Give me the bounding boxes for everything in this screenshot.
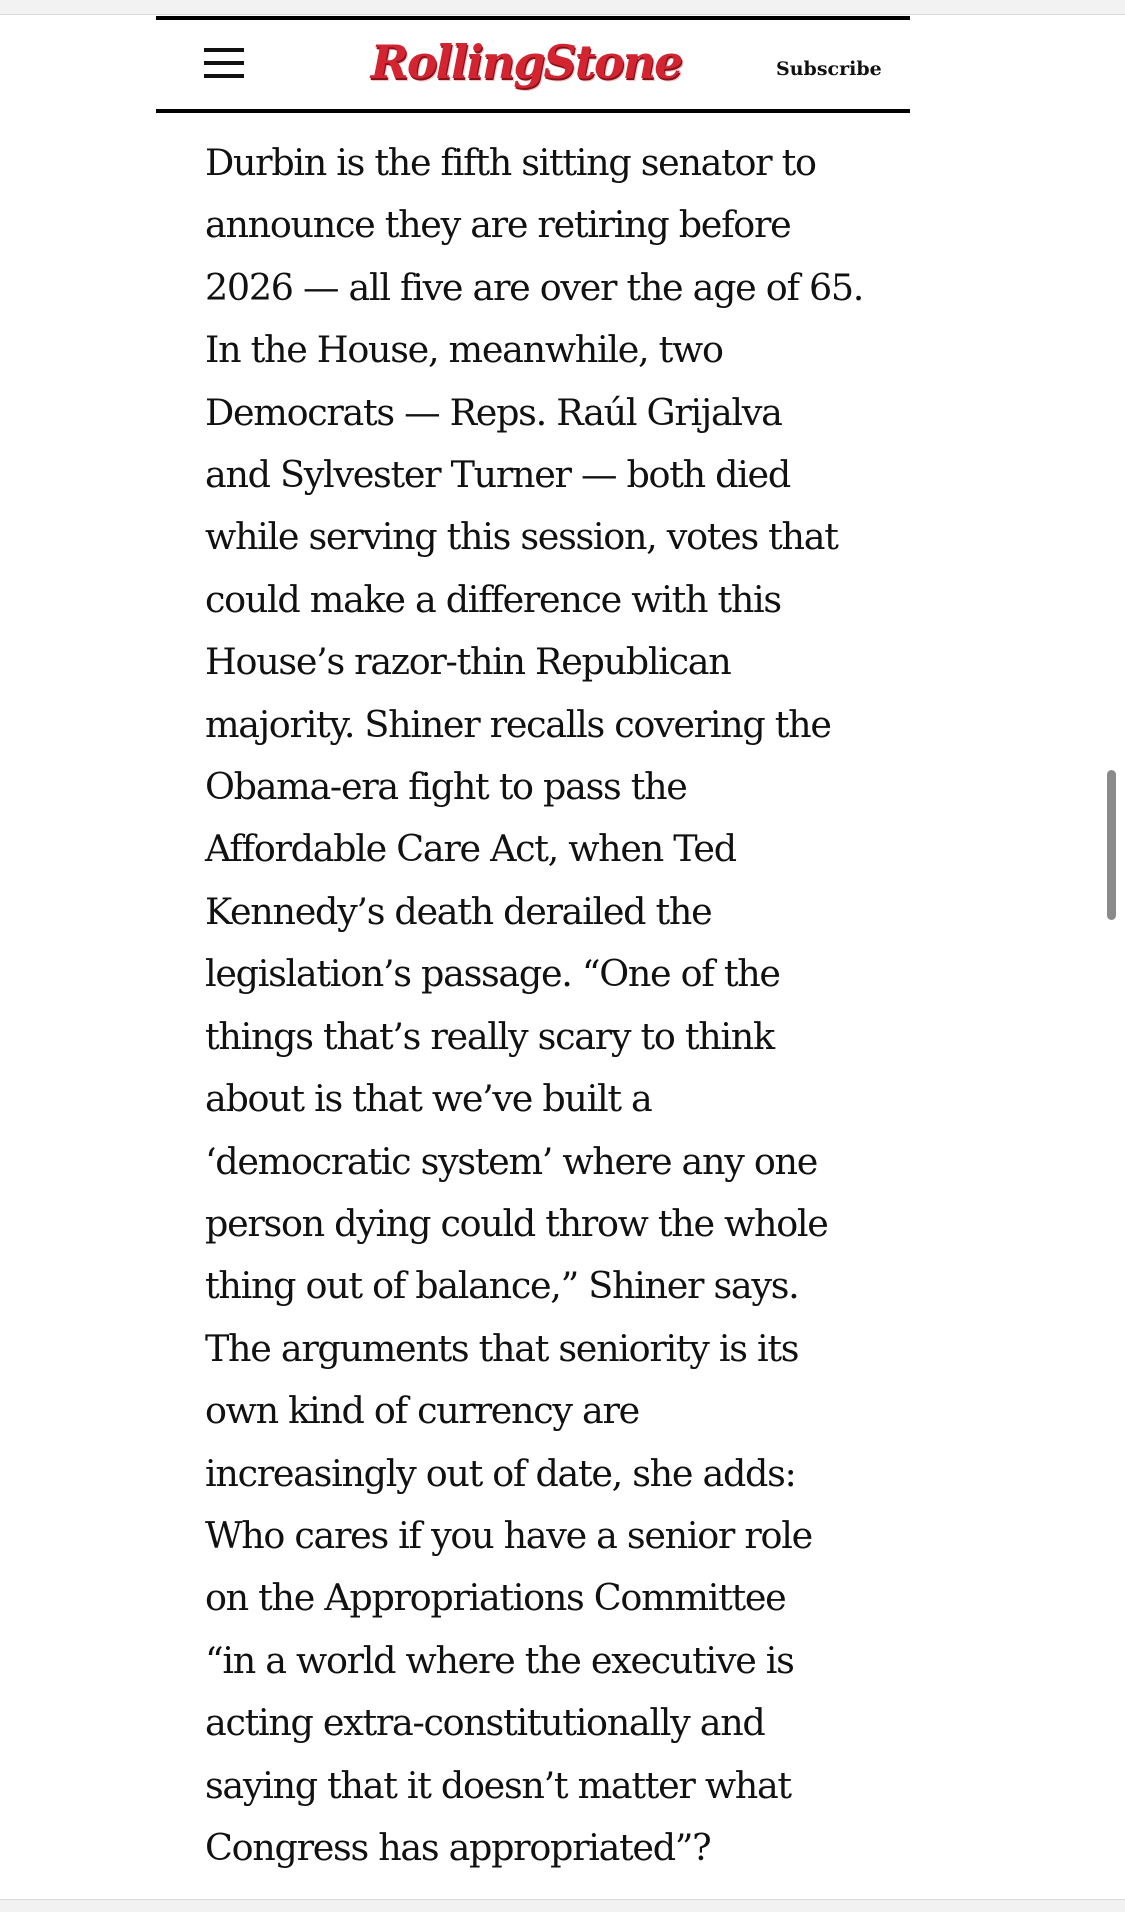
article-line: could make a difference with this xyxy=(205,577,781,621)
article-line: The arguments that seniority is its xyxy=(205,1326,799,1370)
article-paragraph xyxy=(205,132,905,1879)
article-line: on the Appropriations Committee xyxy=(205,1576,786,1620)
subscribe-link[interactable]: Subscribe xyxy=(776,58,882,80)
article-line: 2026 — all five are over the age of 65. xyxy=(205,265,864,309)
article-line: and Sylvester Turner — both died xyxy=(205,453,790,497)
article-line: majority. Shiner recalls covering the xyxy=(205,702,831,746)
browser-top-bar xyxy=(0,0,1125,15)
article-line: person dying could throw the whole xyxy=(205,1201,828,1245)
article-line: Who cares if you have a senior role xyxy=(205,1513,812,1557)
article-line: about is that we’ve built a xyxy=(205,1077,652,1121)
hamburger-menu-icon xyxy=(204,48,244,52)
article-line: Obama-era fight to pass the xyxy=(205,765,687,809)
hamburger-menu-icon-bar xyxy=(204,61,244,65)
article-line: thing out of balance,” Shiner says. xyxy=(205,1264,799,1308)
rolling-stone-logo[interactable]: RollingStone xyxy=(370,35,682,89)
article-line: legislation’s passage. “One of the xyxy=(205,952,780,996)
site-header xyxy=(156,16,910,113)
article-line: saying that it doesn’t matter what xyxy=(205,1763,791,1807)
article-line: House’s razor-thin Republican xyxy=(205,640,731,684)
article-line: while serving this session, votes that xyxy=(205,515,838,559)
hamburger-menu-icon-bar xyxy=(204,74,244,78)
hamburger-menu-button[interactable] xyxy=(204,48,246,80)
article-line: acting extra-constitutionally and xyxy=(205,1701,765,1745)
article-line: ‘democratic system’ where any one xyxy=(205,1139,818,1183)
article-line: own kind of currency are xyxy=(205,1389,639,1433)
article-line: “in a world where the executive is xyxy=(205,1638,794,1682)
article-line: Democrats — Reps. Raúl Grijalva xyxy=(205,390,782,434)
article-line: announce they are retiring before xyxy=(205,203,791,247)
article-line: Affordable Care Act, when Ted xyxy=(205,827,736,871)
article-line: Congress has appropriated”? xyxy=(205,1825,711,1869)
article-line: increasingly out of date, she adds: xyxy=(205,1451,796,1495)
article-line: In the House, meanwhile, two xyxy=(205,328,723,372)
article-line: Kennedy’s death derailed the xyxy=(205,889,712,933)
article-line: Durbin is the fifth sitting senator to xyxy=(205,141,816,184)
article-line: things that’s really scary to think xyxy=(205,1014,774,1058)
scrollbar[interactable] xyxy=(1100,0,1125,1911)
browser-bottom-bar xyxy=(0,1899,1125,1912)
scrollbar-thumb[interactable] xyxy=(1107,770,1116,920)
